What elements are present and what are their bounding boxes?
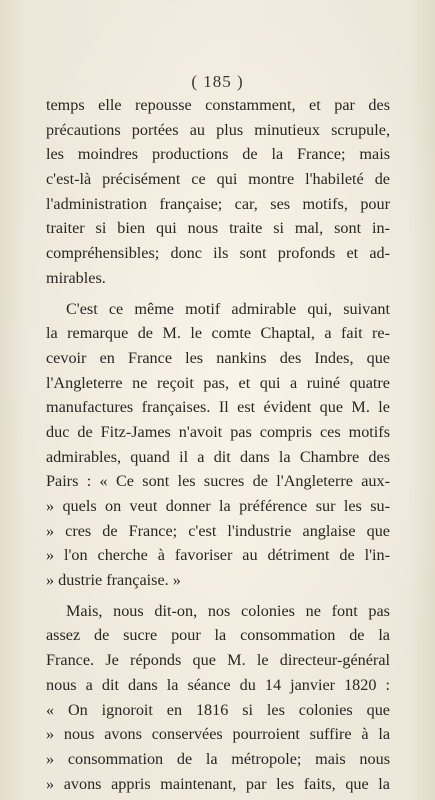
text-line: » avons appris maintenant, par les faits, que la bbox=[46, 774, 390, 793]
text-line: » l'on cherche à favoriser au détriment de l'in- bbox=[46, 546, 390, 565]
text-line: C'est ce même motif admirable qui, suivant bbox=[66, 299, 390, 318]
text-line: temps elle repousse constamment, et par des bbox=[46, 96, 390, 114]
paragraph bbox=[46, 297, 390, 593]
text-line: « On ignoroit en 1816 si les colonies que bbox=[46, 700, 390, 719]
text-line: manufactures françaises. Il est évident que M. le bbox=[46, 398, 390, 417]
text-line: France. Je réponds que M. le directeur-général bbox=[46, 651, 390, 670]
text-line: précautions portées au plus minutieux scrupule, bbox=[46, 120, 390, 139]
text-line: cevoir en France les nankins des Indes, que bbox=[46, 348, 390, 367]
text-line: » dustrie française. » bbox=[46, 571, 181, 590]
text-line: nous a dit dans la séance du 14 janvier 1820 : bbox=[46, 675, 390, 694]
text-line: » nous avons conservées pourroient suffire à la bbox=[46, 725, 390, 744]
text-line: » consommation de la métropole; mais nous bbox=[46, 749, 390, 768]
text-line: les moindres productions de la France; mais bbox=[46, 145, 390, 164]
paragraph bbox=[46, 599, 390, 797]
text-line: l'administration française; car, ses motifs, pour bbox=[46, 194, 390, 213]
text-line: la remarque de M. le comte Chaptal, a fait re- bbox=[46, 324, 390, 343]
text-line: Pairs : « Ce sont les sucres de l'Angleterre aux- bbox=[46, 472, 390, 491]
text-line: duc de Fitz-James n'avoit pas compris ces motifs bbox=[46, 422, 390, 441]
text-line: c'est-là précisément ce qui montre l'habileté de bbox=[46, 170, 390, 189]
text-line: assez de sucre pour la consommation de la bbox=[46, 626, 390, 645]
page-text bbox=[46, 93, 390, 796]
text-line: » quels on veut donner la préférence sur les su- bbox=[46, 497, 390, 515]
text-line: Mais, nous dit-on, nos colonies ne font pas bbox=[66, 601, 390, 620]
text-line: l'Angleterre ne reçoit pas, et qui a ruiné quatre bbox=[46, 373, 390, 392]
text-line: compréhensibles; donc ils sont profonds et ad- bbox=[46, 244, 390, 263]
text-line: » cres de France; c'est l'industrie anglaise que bbox=[46, 521, 390, 540]
text-line: mirables. bbox=[46, 268, 106, 287]
paragraph bbox=[46, 93, 390, 291]
page-number: ( 185 ) bbox=[191, 72, 244, 91]
text-line: traiter si bien qui nous traite si mal, sont in- bbox=[46, 219, 390, 238]
text-line: admirables, quand il a dit dans la Chambre des bbox=[46, 447, 390, 466]
